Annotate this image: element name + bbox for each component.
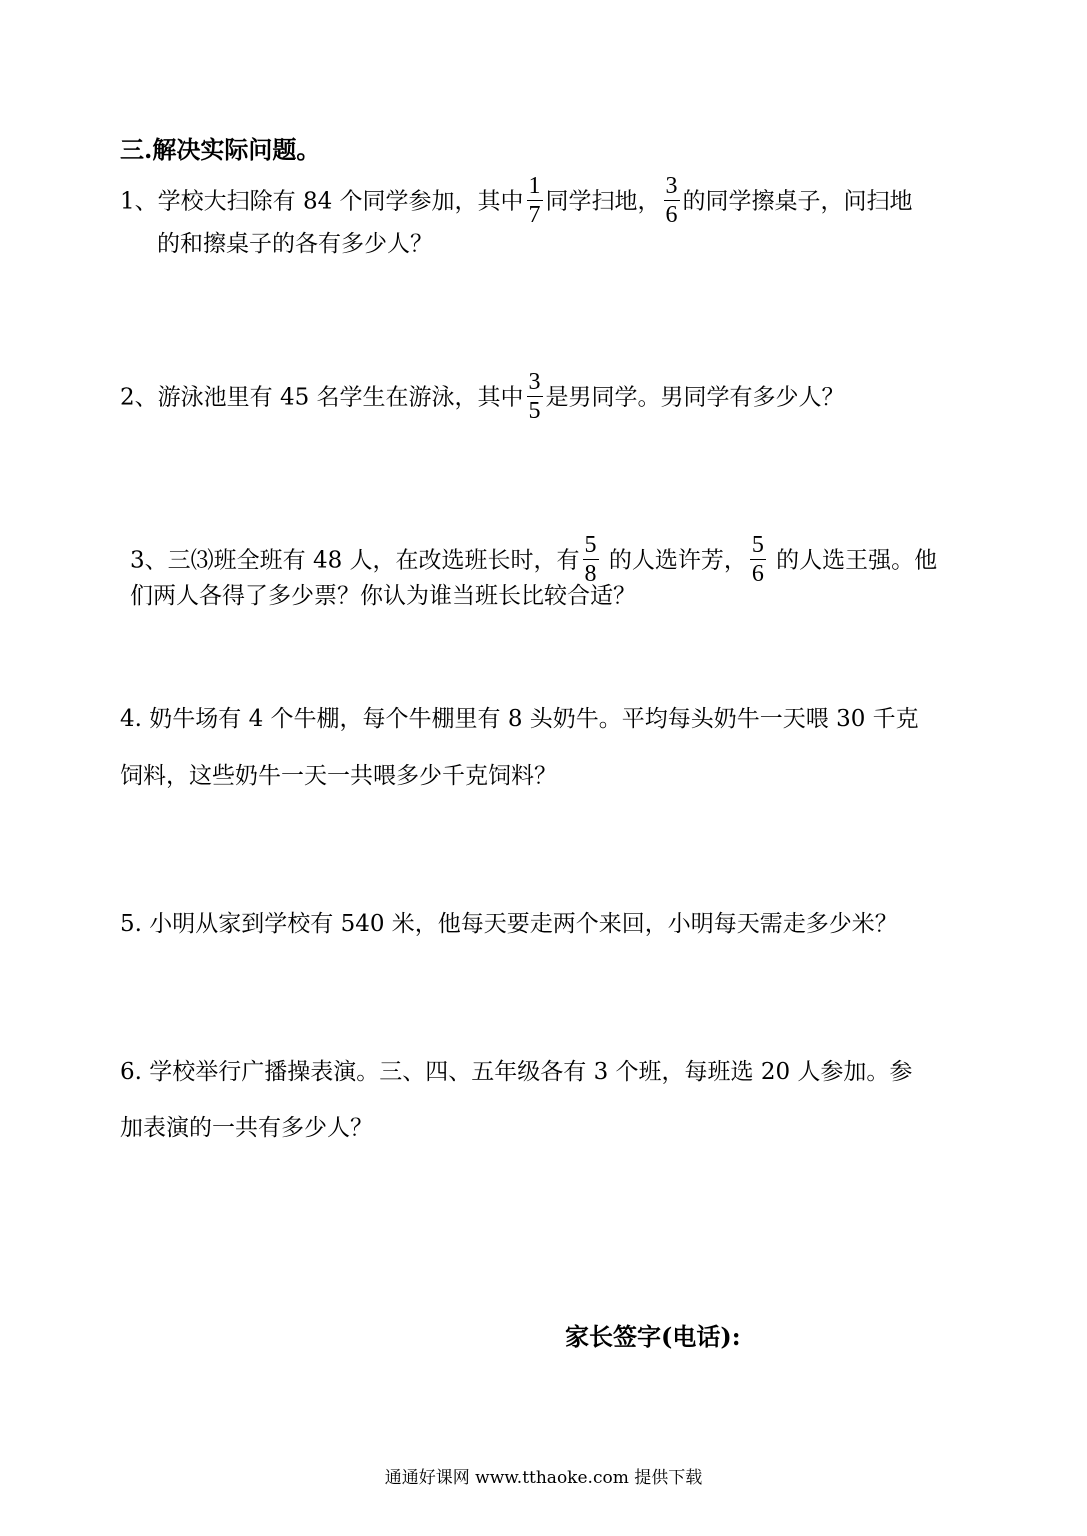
problem-6-text: 学校举行广播操表演。三、四、五年级各有 3 个班，每班选 20 人参加。参 bbox=[141, 1059, 913, 1085]
fraction-denominator: 5 bbox=[528, 398, 541, 424]
problem-5-text: 小明从家到学校有 540 米，他每天要走两个来回，小明每天需走多少米？ bbox=[141, 911, 898, 937]
fraction-3-6 bbox=[664, 174, 680, 227]
problem-6-line-2: 加表演的一共有多少人？ bbox=[120, 1115, 373, 1141]
problem-3-text-a: 三⑶班全班有 48 人，在改选班长时，有 bbox=[167, 547, 580, 574]
problem-4-line-2: 饲料，这些奶牛一天一共喂多少千克饲料？ bbox=[120, 763, 557, 789]
problem-5-number: 5. bbox=[120, 911, 142, 937]
problem-3-text-c: 的人选王强。他 bbox=[768, 547, 938, 574]
problem-2-number: 2、 bbox=[120, 384, 158, 411]
problem-6-line-1 bbox=[120, 1056, 912, 1088]
problem-5-line-1 bbox=[120, 908, 898, 940]
problem-6-number: 6. bbox=[120, 1059, 142, 1085]
problem-3-number: 3、 bbox=[130, 547, 168, 574]
fraction-numerator: 5 bbox=[751, 532, 764, 558]
problem-4-line-1 bbox=[120, 703, 919, 735]
problem-2-line-1 bbox=[120, 369, 845, 425]
fraction-5-8 bbox=[583, 533, 599, 586]
fraction-1-7 bbox=[527, 174, 543, 227]
problem-1-text-b: 同学扫地， bbox=[545, 188, 661, 215]
fraction-numerator: 3 bbox=[665, 173, 678, 199]
parent-signature-label: 家长签字(电话): bbox=[565, 1322, 741, 1351]
fraction-numerator: 5 bbox=[584, 532, 597, 558]
fraction-denominator: 6 bbox=[665, 202, 678, 228]
problem-1-text-c: 的同学擦桌子，问扫地 bbox=[682, 188, 913, 215]
fraction-denominator: 6 bbox=[751, 561, 764, 587]
problem-3-line-2: 们两人各得了多少票？你认为谁当班长比较合适？ bbox=[130, 583, 636, 609]
fraction-numerator: 1 bbox=[528, 173, 541, 199]
fraction-5-6 bbox=[750, 533, 766, 586]
problem-2-text-a: 游泳池里有 45 名学生在游泳，其中 bbox=[157, 384, 524, 411]
fraction-denominator: 7 bbox=[528, 202, 541, 228]
problem-3-text-b: 的人选许芳， bbox=[601, 547, 747, 574]
problem-1-line-2: 的和擦桌子的各有多少人？ bbox=[157, 231, 433, 257]
fraction-denominator: 8 bbox=[584, 561, 597, 587]
problem-1-text-a: 学校大扫除有 84 个同学参加，其中 bbox=[157, 188, 524, 215]
problem-1-line-1 bbox=[120, 173, 913, 229]
section-title: 三.解决实际问题。 bbox=[120, 135, 321, 164]
problem-4-number: 4. bbox=[120, 706, 142, 732]
fraction-numerator: 3 bbox=[528, 369, 541, 395]
fraction-3-5 bbox=[527, 370, 543, 423]
problem-4-text: 奶牛场有 4 个牛棚，每个牛棚里有 8 头奶牛。平均每头奶牛一天喂 30 千克 bbox=[141, 706, 919, 732]
problem-2-text-b: 是男同学。男同学有多少人？ bbox=[545, 384, 845, 411]
problem-1-number: 1、 bbox=[120, 188, 158, 215]
footer-watermark: 通通好课网 www.tthaoke.com 提供下载 bbox=[384, 1468, 703, 1488]
